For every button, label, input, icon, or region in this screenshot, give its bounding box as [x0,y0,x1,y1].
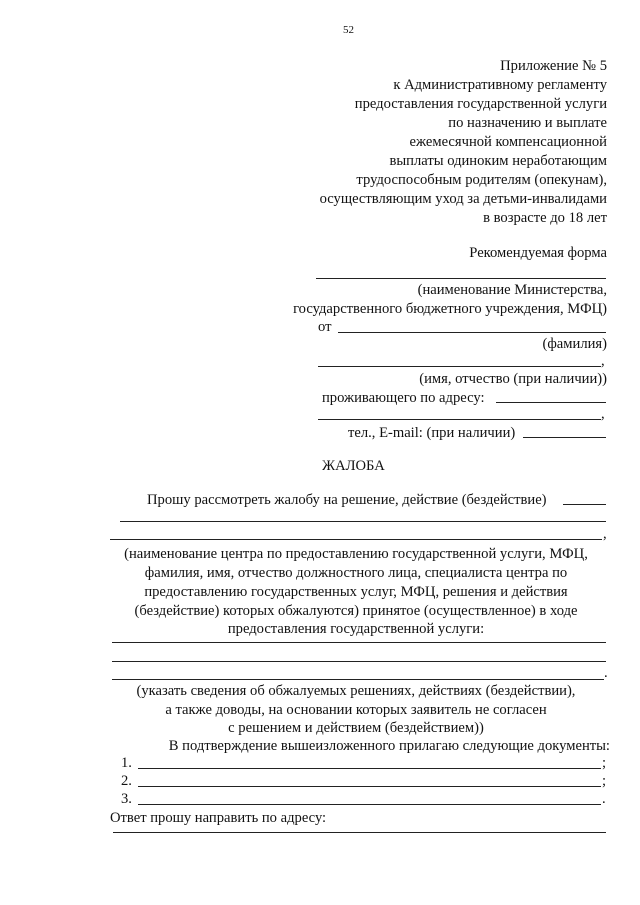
details-field-2[interactable] [112,661,606,662]
appendix-line-4: по назначению и выплате [448,115,607,131]
from-label: от [318,319,332,335]
reply-address-label: Ответ прошу направить по адресу: [110,810,327,826]
appendix-line-5: ежемесячной компенсационной [409,134,607,150]
page-number: 52 [343,24,354,36]
decision-field-comma: , [603,526,607,542]
address-field-1[interactable] [496,402,606,403]
address-field-2[interactable] [318,419,601,420]
name-caption: (имя, отчество (при наличии)) [419,371,607,387]
phone-email-label: тел., E-mail: (при наличии) [348,425,516,441]
org-name-field[interactable] [316,278,606,279]
org-caption-2: государственного бюджетного учреждения, МФЦ) [293,301,607,317]
decision-field-3[interactable] [110,539,602,540]
caption1-line-3: предоставлению государственных услуг, МФЦ, решения и действия [144,584,568,600]
details-field-period: . [604,665,608,681]
decision-field-2[interactable] [120,521,606,522]
name-field[interactable] [318,366,601,367]
appendix-line-1: Приложение № 5 [500,58,607,74]
appendix-line-2: к Административному регламенту [393,77,607,93]
surname-caption: (фамилия) [542,336,607,352]
attachments-intro: В подтверждение вышеизложенного прилагаю следующие документы: [168,738,610,754]
caption2-line-2: а также доводы, на основании которых заявитель не согласен [165,702,547,718]
phone-email-field[interactable] [523,437,606,438]
appendix-line-7: трудоспособным родителям (опекунам), [356,172,607,188]
address-label: проживающего по адресу: [322,390,485,406]
details-field-3[interactable] [112,679,604,680]
caption1-line-1: (наименование центра по предоставлению государственной услуги, МФЦ, [124,546,588,562]
caption1-line-4: (бездействие) которых обжалуются) принятое (осуществленное) в ходе [134,603,578,619]
org-caption-1: (наименование Министерства, [417,282,607,298]
decision-field-1[interactable] [563,504,606,505]
caption1-line-2: фамилия, имя, отчество должностного лица, специалиста центра по [144,565,568,581]
attachment-2-number: 2. [121,773,132,789]
caption2-line-3: с решением и действием (бездействием)) [228,720,484,736]
attachment-1-number: 1. [121,755,132,771]
attachment-1-end: ; [602,755,607,771]
attachment-2-field[interactable] [138,786,601,787]
attachment-2-end: ; [602,773,607,789]
attachment-3-end: . [602,791,606,807]
attachment-3-field[interactable] [138,804,601,805]
appendix-line-3: предоставления государственной услуги [354,96,607,112]
request-text: Прошу рассмотреть жалобу на решение, действие (бездействие) [147,492,547,508]
attachment-3-number: 3. [121,791,132,807]
name-field-comma: , [601,353,605,369]
caption2-line-1: (указать сведения об обжалуемых решениях, действиях (бездействии), [136,683,576,699]
appendix-line-8: осуществляющим уход за детьми-инвалидами [319,191,607,207]
reply-address-field[interactable] [113,832,606,833]
complaint-title: ЖАЛОБА [322,458,385,474]
caption1-line-5: предоставления государственной услуги: [227,621,485,637]
details-field-1[interactable] [112,642,606,643]
attachment-1-field[interactable] [138,768,601,769]
appendix-line-9: в возрасте до 18 лет [483,210,607,226]
recommended-form-label: Рекомендуемая форма [469,245,607,261]
surname-field[interactable] [338,332,606,333]
address-field-comma: , [601,406,605,422]
appendix-line-6: выплаты одиноким неработающим [389,153,607,169]
